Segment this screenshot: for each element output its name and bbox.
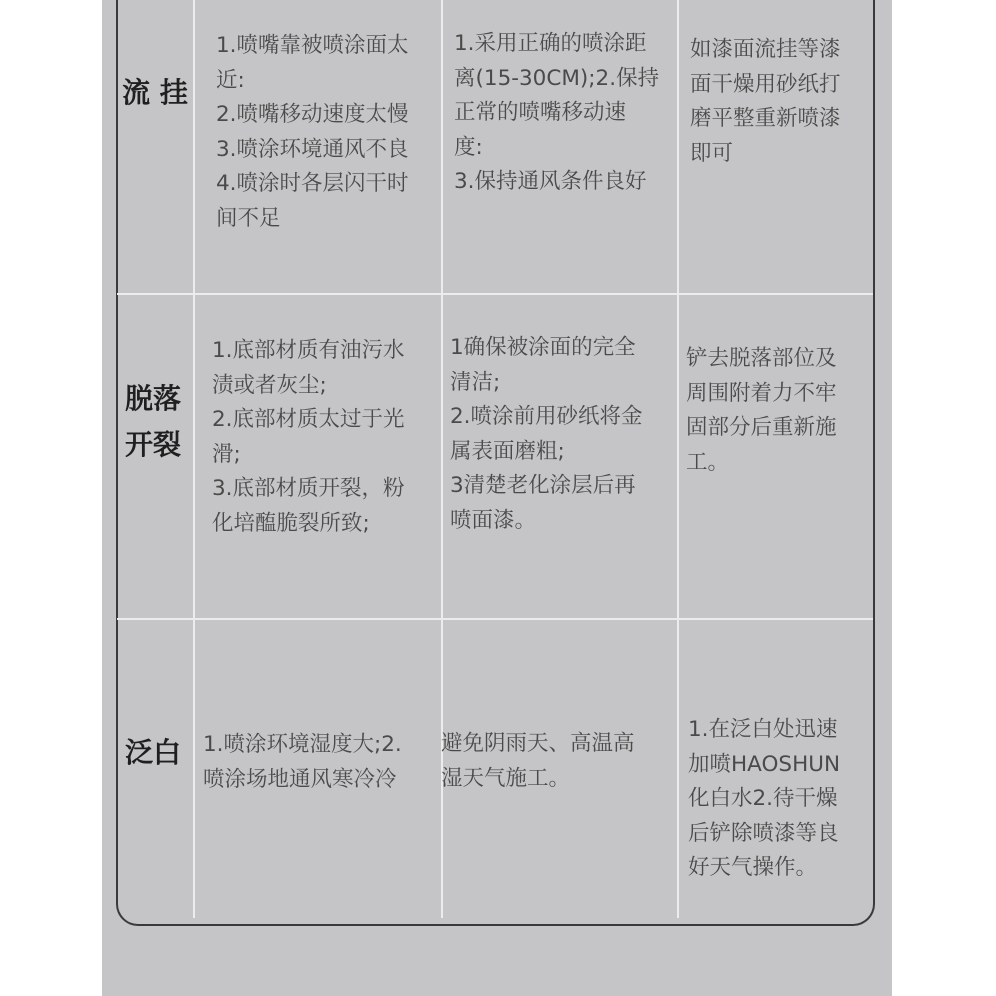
cause-text: 1.底部材质有油污水 渍或者灰尘; 2.底部材质太过于光 滑; 3.底部材质开裂，粉 化培醢脆裂所致; [212, 338, 405, 536]
row-divider [117, 293, 873, 295]
row-divider [117, 618, 873, 620]
prevention-text: 1.采用正确的喷涂距 离(15-30CM);2.保持 正常的喷嘴移动速 度: 3.保持通风条件良好 [454, 31, 660, 194]
remedy-text: 1.在泛白处迅速 加喷HAOSHUN 化白水2.待干燥 后铲除喷漆等良 好天气操作。 [688, 717, 841, 880]
remedy-text: 铲去脱落部位及 周围附着力不牢 固部分后重新施 工。 [686, 346, 837, 475]
prevention-text: 1确保被涂面的完全 清洁; 2.喷涂前用砂纸将金 属表面磨粗; 3清楚老化涂层后再 喷面漆。 [450, 335, 643, 533]
defect-label: 流 挂 [122, 76, 188, 109]
prevention-text: 避免阴雨天、高温高 湿天气施工。 [441, 731, 635, 791]
column-divider [193, 0, 195, 918]
remedy-text: 如漆面流挂等漆 面干燥用砂纸打 磨平整重新喷漆 即可 [690, 37, 841, 166]
defect-label: 泛白 [124, 736, 181, 769]
cause-text: 1.喷嘴靠被喷涂面太 近: 2.喷嘴移动速度太慢 3.喷涂环境通风不良 4.喷涂时各层闪干时 间不足 [216, 33, 409, 231]
defect-label: 脱落 开裂 [124, 382, 181, 461]
cause-text: 1.喷涂环境湿度大;2. 喷涂场地通风寒冷冷 [203, 732, 402, 792]
